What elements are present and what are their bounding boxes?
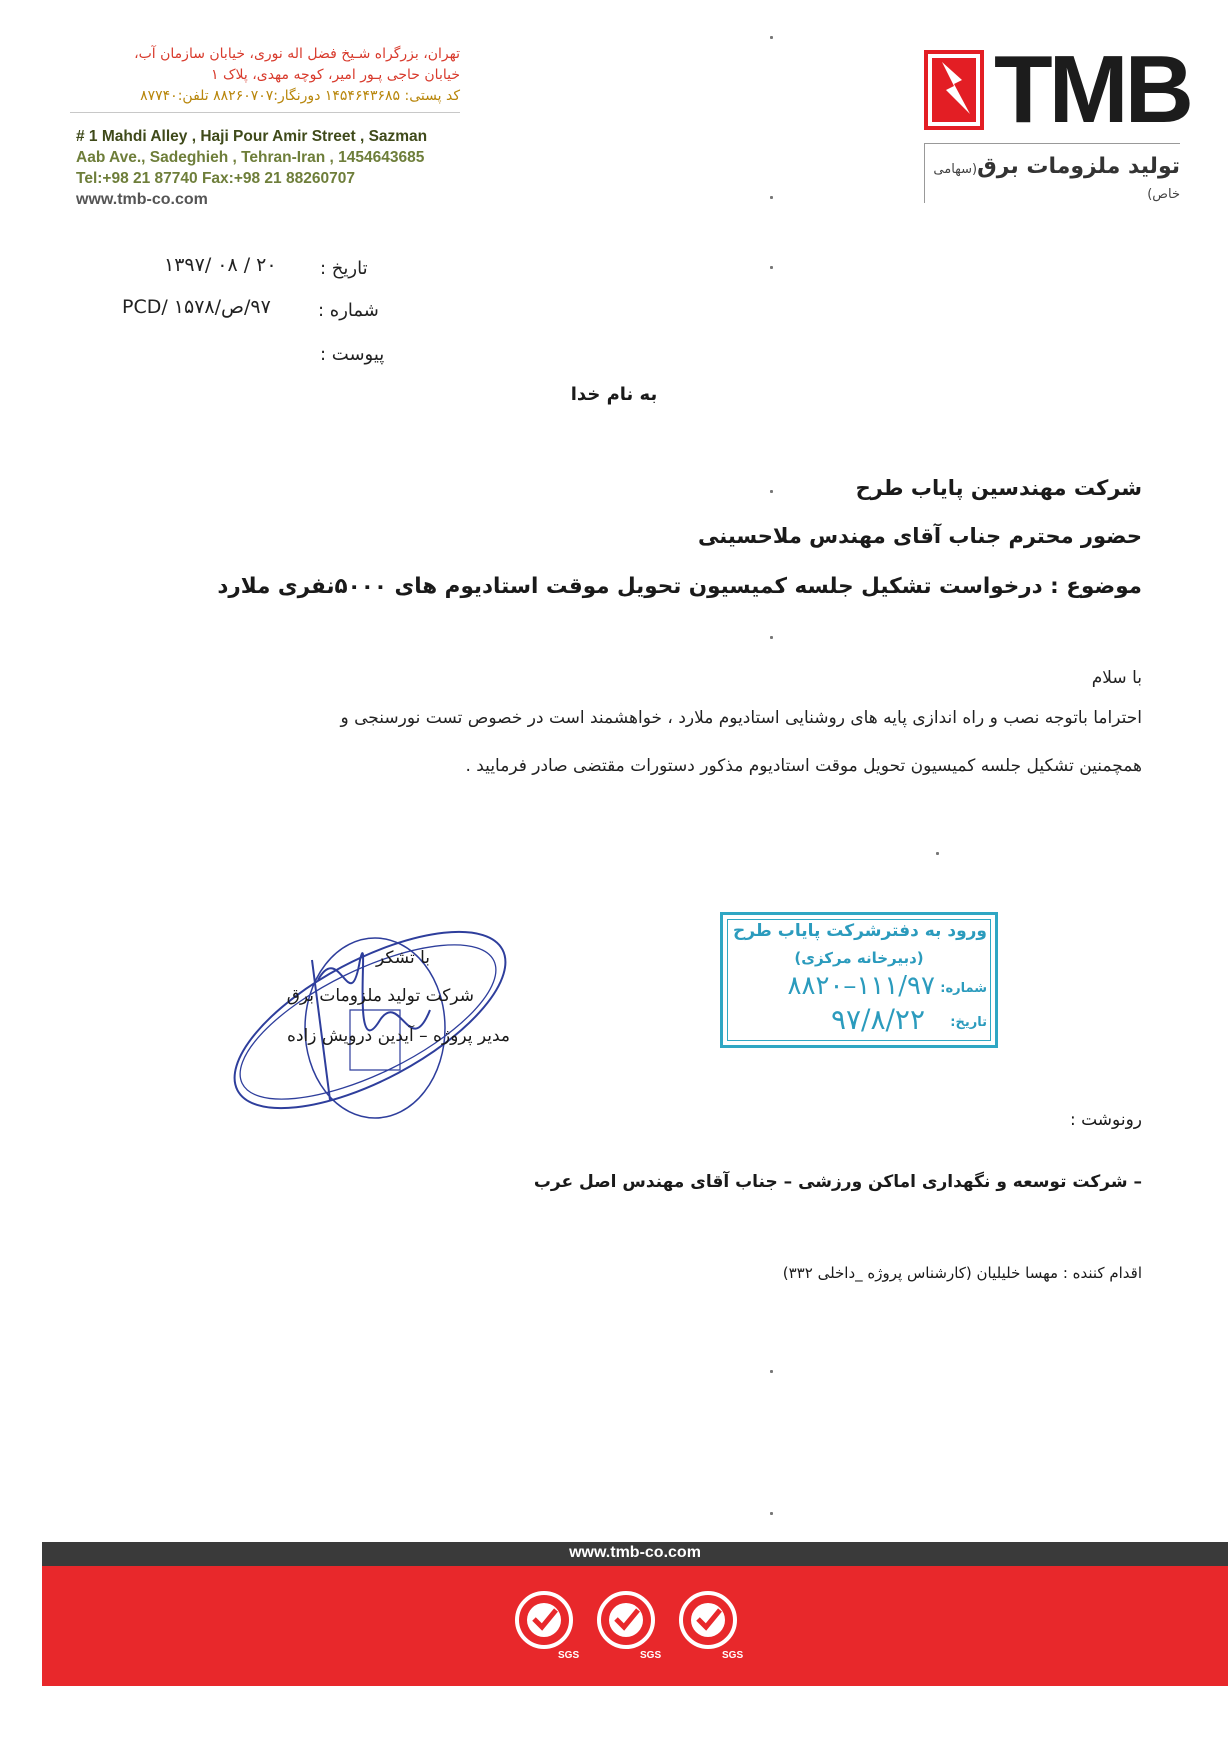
scan-dot bbox=[936, 852, 939, 855]
address-line: # 1 Mahdi Alley , Haji Pour Amir Street , Sazman bbox=[76, 128, 428, 145]
stamp-subtitle: (دبیرخانه مرکزی) bbox=[794, 949, 924, 967]
stamp-number-value: ۱۱۱/۹۷–۸۸۲۰ bbox=[787, 971, 935, 1001]
cc-label: رونوشت : bbox=[1069, 1110, 1142, 1130]
scan-dot bbox=[770, 636, 773, 639]
scan-dot bbox=[770, 36, 773, 39]
address-divider bbox=[70, 112, 460, 113]
scan-dot bbox=[770, 1512, 773, 1515]
recipient-person: حضور محترم جناب آقای مهندس ملاحسینی bbox=[698, 524, 1142, 548]
signature-seal bbox=[200, 900, 520, 1130]
footer-bar bbox=[42, 1542, 1228, 1566]
signature-title: مدیر پروژه – آیدین درویش زاده bbox=[287, 1026, 510, 1046]
subject-line: موضوع : درخواست تشکیل جلسه کمیسیون تحویل موقت استادیوم های ۵۰۰۰نفری ملارد bbox=[217, 574, 1142, 599]
address-line: تهران، بزرگراه شـیخ فضل اله نوری، خیابان سازمان آب، bbox=[134, 46, 460, 62]
certification-badge-icon bbox=[594, 1590, 662, 1662]
number-value: ۹۷/ص/PCD/ ۱۵۷۸ bbox=[122, 296, 271, 318]
scan-dot bbox=[770, 1370, 773, 1373]
logo-wordmark: TMB bbox=[994, 36, 1190, 143]
logo-subtitle bbox=[924, 154, 1180, 204]
stamp-title: ورود به دفترشرکت پایاب طرح bbox=[732, 921, 987, 941]
address-persian bbox=[70, 44, 460, 107]
address-line: کد پستی: ۱۴۵۴۶۴۳۶۸۵ دورنگار:۸۸۲۶۰۷۰۷ تلفن:۸۷۷۴۰ bbox=[140, 88, 460, 104]
recipient-company: شرکت مهندسین پایاب طرح bbox=[855, 476, 1142, 500]
salutation: با سلام bbox=[1091, 668, 1142, 688]
lightning-icon bbox=[924, 50, 984, 130]
body-paragraph-line: احتراما باتوجه نصب و راه اندازی پایه های روشنایی استادیوم ملارد ، خواهشمند است در خصوص تست نورسنجی و bbox=[340, 708, 1142, 728]
attachment-label: پیوست : bbox=[320, 344, 385, 365]
footer-website-link[interactable]: www.tmb-co.com bbox=[569, 1544, 701, 1561]
footer-certifications bbox=[42, 1566, 1228, 1686]
address-english bbox=[76, 126, 427, 210]
body-paragraph-line: همچمنین تشکیل جلسه کمیسیون تحویل موقت استادیوم مذکور دستورات مقتضی صادر فرمایید . bbox=[465, 756, 1142, 776]
scan-dot bbox=[770, 196, 773, 199]
signature-thanks: با تشکر bbox=[376, 948, 430, 968]
signature-company: شرکت تولید ملزومات برق bbox=[286, 986, 474, 1006]
bismillah-heading: به نام خدا bbox=[570, 384, 658, 405]
cc-recipient: – شرکت توسعه و نگهداری اماکن ورزشی – جناب آقای مهندس اصل عرب bbox=[533, 1172, 1142, 1192]
date-label: تاریخ : bbox=[320, 258, 368, 279]
certification-badge-icon bbox=[512, 1590, 580, 1662]
scan-dot bbox=[770, 490, 773, 493]
scan-dot bbox=[770, 266, 773, 269]
certification-badge-icon bbox=[676, 1590, 744, 1662]
logo-divider bbox=[924, 143, 1180, 144]
prepared-by: اقدام کننده : مهسا خلیلیان (کارشناس پروژه _داخلی ۳۳۲) bbox=[782, 1264, 1142, 1282]
website-link[interactable]: www.tmb-co.com bbox=[76, 191, 208, 208]
sgs-label: SGS bbox=[722, 1650, 744, 1661]
logo-subtitle-main: تولید ملزومات برق bbox=[977, 154, 1180, 179]
stamp-date-label: تاریخ: bbox=[950, 1015, 987, 1030]
sgs-label: SGS bbox=[558, 1650, 580, 1661]
number-label: شماره : bbox=[318, 300, 379, 321]
phone-fax-line: Tel:+98 21 87740 Fax:+98 21 88260707 bbox=[76, 170, 355, 187]
address-line: Aab Ave., Sadeghieh , Tehran-Iran , 1454643685 bbox=[76, 149, 425, 166]
stamp-date-value: ۹۷/۸/۲۲ bbox=[830, 1003, 925, 1036]
receipt-stamp bbox=[720, 912, 998, 1048]
stamp-number-label: شماره: bbox=[940, 981, 987, 996]
company-logo bbox=[924, 36, 1190, 143]
address-line: خیابان حاجی پـور امیر، کوچه مهدی، پلاک ۱ bbox=[211, 67, 460, 83]
sgs-label: SGS bbox=[640, 1650, 662, 1661]
date-value: ۱۳۹۷/ ۰۸ / ۲۰ bbox=[164, 254, 277, 276]
logo-subtitle-small: (سهامی خاص) bbox=[933, 162, 1180, 202]
